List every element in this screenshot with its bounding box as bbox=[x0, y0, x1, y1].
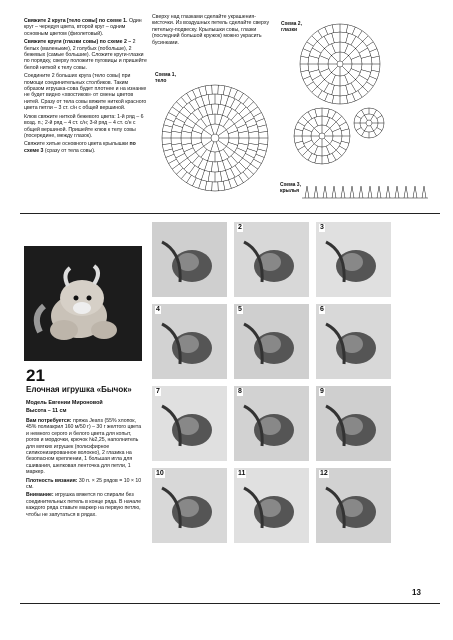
paragraph-4: Клюв свяжите ниткой бежевого цвета: 1-й ряд – 6 возд. п.; 2-й ряд – 4 ст. с/н; 3-й ряд – 4 ст. с/н с общей вершиной. Пришейте клюв к телу совы (посередине, между глазок). bbox=[24, 113, 144, 139]
paragraph-3: Соедините 2 больших круга (тело совы) при помощи соединительных столбиков. Таким образом игрушка-сова будет плотнее и на изнанке не будет видно «хвостиков» от смены цветов нитей. Сразу от тела совы вяжите ниткой красного цвета петли – 3 ст. с/н с общей вершиной. bbox=[24, 73, 147, 112]
scheme3-diagram bbox=[300, 180, 430, 202]
step-photo-9 bbox=[316, 386, 391, 461]
step-photo-1 bbox=[152, 222, 227, 297]
scheme2-label: Схема 2, глазки bbox=[281, 21, 302, 33]
scheme1-diagram bbox=[150, 80, 280, 195]
paragraph-5: Свяжите хитые основного цвета крылышки по схеме 3 (сразу от тела совы). bbox=[24, 141, 136, 154]
step-photo-11 bbox=[234, 468, 309, 543]
step-photo-6 bbox=[316, 304, 391, 379]
toy-height: Высота – 11 см bbox=[26, 408, 67, 414]
step-number: 12 bbox=[320, 470, 328, 477]
note-text: Внимание: игрушка вяжется по спирали без соединительных петель в конце ряда. В начале каждого ряда ставьте маркер на первую петлю, чтобы не запутаться в рядах. bbox=[26, 492, 142, 518]
scheme2-small-diagram bbox=[352, 106, 386, 140]
step-number: 3 bbox=[320, 224, 324, 231]
scheme1-stitches bbox=[162, 85, 268, 191]
scheme2-large-diagram bbox=[298, 22, 382, 106]
paragraph-1: Свяжите 2 круга [тело совы] по схеме 1. Один круг – чередуя цвета, второй круг – одним основным цветом (фиолетовый). bbox=[24, 18, 142, 37]
step-photo-4 bbox=[152, 304, 227, 379]
step-photo-7 bbox=[152, 386, 227, 461]
instructions-column bbox=[24, 18, 149, 156]
step-number: 5 bbox=[238, 306, 242, 313]
step-number: 8 bbox=[238, 388, 242, 395]
step-photo-2 bbox=[234, 222, 309, 297]
step-photo-3 bbox=[316, 222, 391, 297]
article-author: Модель Евгении Мироновой bbox=[26, 400, 103, 406]
step-photo-5 bbox=[234, 304, 309, 379]
step-number: 6 bbox=[320, 306, 324, 313]
section-divider bbox=[20, 213, 440, 214]
density-text: Плотность вязания: 30 п. × 25 рядов = 10 × 10 см. bbox=[26, 477, 142, 491]
step-photo-8 bbox=[234, 386, 309, 461]
materials-text: Вам потребуется: пряжа Jeans (55% хлопок, 45% полиакрил 160 м/50 г) – 30 г желтого цвета и немного серого и белого цвета для копыт, рогов и мордочки, крючок №2,25, наполнитель для мягких игрушек (полиэфирное силиконизированное волокно), 2 глазика на безопасном креплении, 1 большая игла для сшивания, шелковая ленточка для петли, 1 маркер. bbox=[26, 418, 142, 476]
paragraph-2: Свяжите круги (глазки совы) по схеме 2 – 2 белых (маленькие), 2 голубых (побольше), 2 бежевых (самые большие). Сложите круги-глазки по порядку, сверху положите пуговицы и пришейте белой ниткой к телу совы. bbox=[24, 39, 147, 71]
step-photo-12 bbox=[316, 468, 391, 543]
article-title: Елочная игрушка «Бычок» bbox=[26, 385, 132, 394]
step-number: 7 bbox=[156, 388, 160, 395]
step-number: 9 bbox=[320, 388, 324, 395]
scheme3-label: Схема 3, крылья bbox=[280, 182, 301, 194]
step-number: 10 bbox=[156, 470, 164, 477]
step-photo-10 bbox=[152, 468, 227, 543]
footer-rule bbox=[20, 603, 440, 604]
step-number: 4 bbox=[156, 306, 160, 313]
page-number: 13 bbox=[412, 588, 421, 597]
article-number: 21 bbox=[26, 366, 45, 385]
scheme1-label: Схема 1, тело bbox=[155, 72, 176, 84]
scheme2-medium-diagram bbox=[292, 106, 352, 166]
bull-toy-photo bbox=[24, 246, 142, 361]
materials-block bbox=[26, 418, 144, 520]
step-number: 2 bbox=[238, 224, 242, 231]
decoration-paragraph: Сверху над глазками сделайте украшения-кисточки. Из воздушных петель сделайте сверху петельку-подвеску. Крылышки совы, глазки (последний большой кружок) можно украсить бусинками. bbox=[152, 14, 270, 46]
step-number: 11 bbox=[238, 470, 246, 477]
